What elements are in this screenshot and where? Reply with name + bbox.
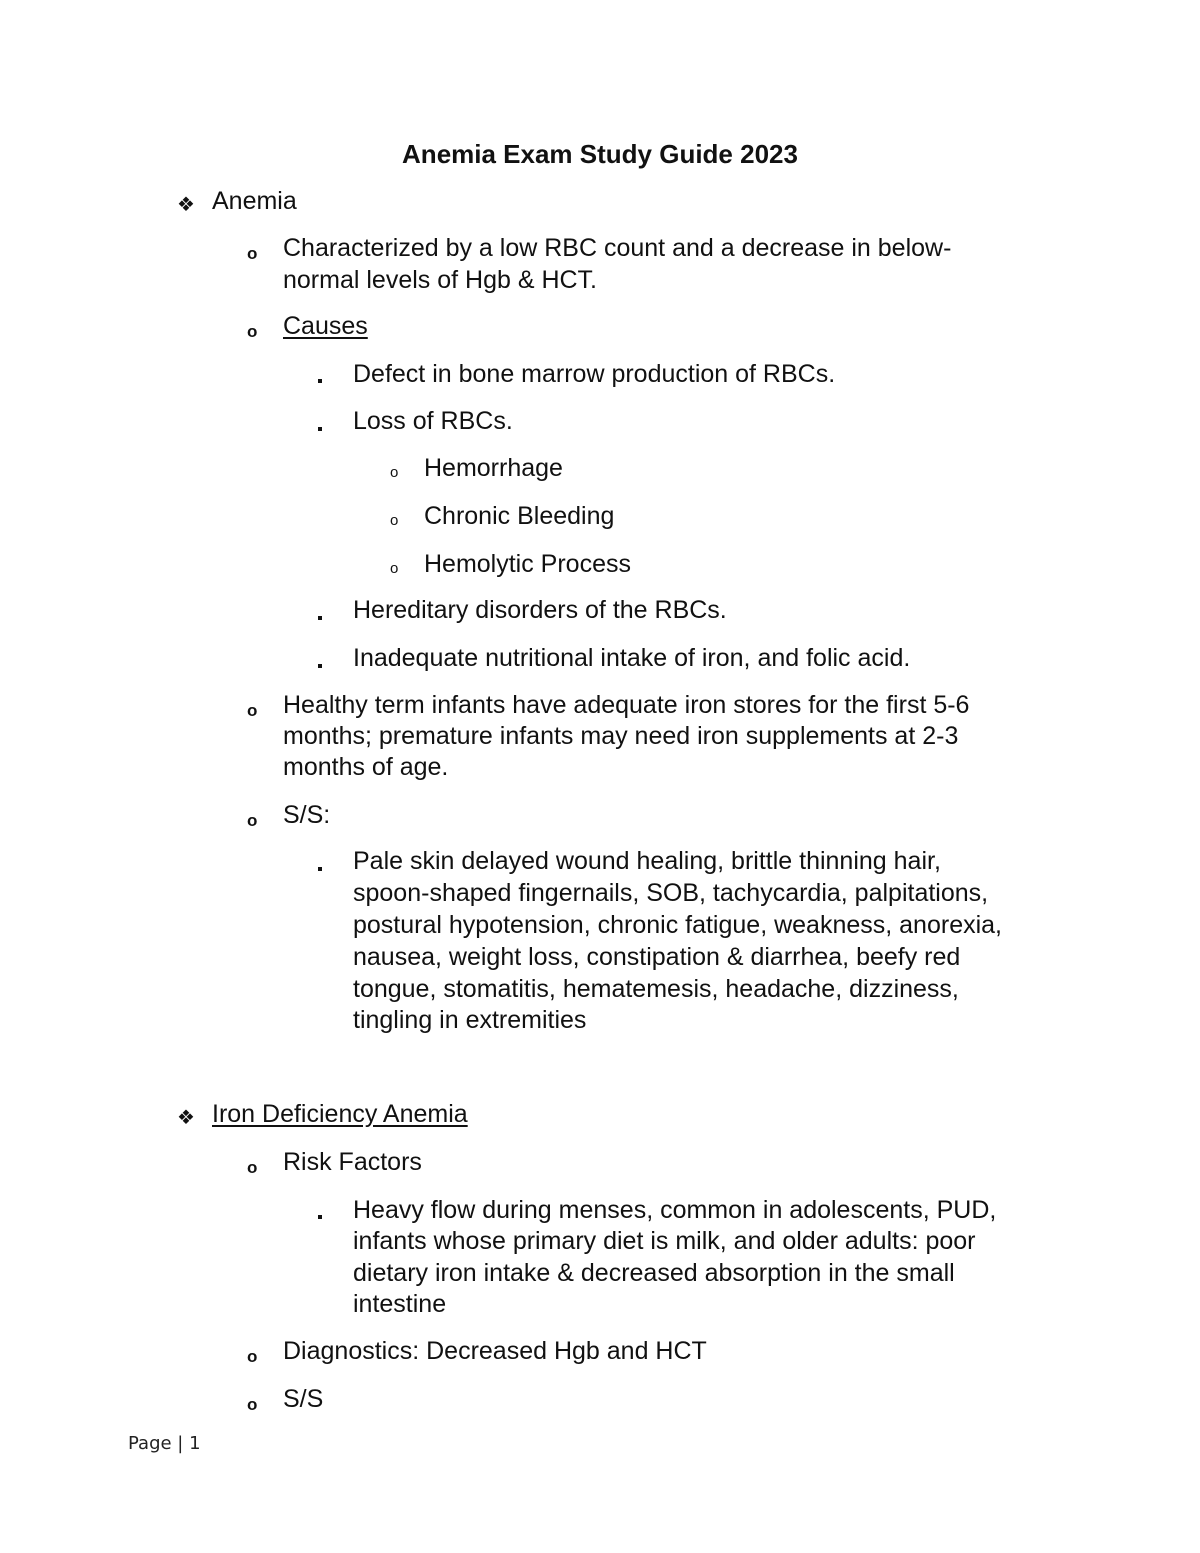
- square-bullet-icon: [318, 645, 322, 676]
- diagnostics: Diagnostics: Decreased Hgb and HCT: [283, 1337, 707, 1365]
- square-bullet-icon: [318, 597, 322, 628]
- risk-line-4: intestine: [353, 1290, 447, 1318]
- risk-line-3: dietary iron intake & decreased absorption in the small: [353, 1259, 955, 1287]
- characterized-line-2: normal levels of Hgb & HCT.: [283, 266, 598, 294]
- characterized-line-1: Characterized by a low RBC count and a decrease in below-: [283, 234, 952, 262]
- square-bullet-icon: [318, 1196, 322, 1227]
- cause-hereditary: Hereditary disorders of the RBCs.: [353, 596, 727, 624]
- circle-bullet-icon: o: [390, 560, 399, 577]
- ss-line-5: tongue, stomatitis, hematemesis, headache, dizziness,: [353, 975, 959, 1003]
- cause-defect: Defect in bone marrow production of RBCs.: [353, 360, 836, 388]
- square-bullet-icon: [318, 408, 322, 439]
- diamond-bullet-icon: ❖: [177, 1107, 195, 1129]
- circle-bullet-icon: o: [247, 1347, 258, 1366]
- page-footer: Page | 1: [128, 1433, 201, 1454]
- circle-bullet-icon: o: [247, 244, 258, 263]
- circle-bullet-icon: o: [247, 811, 258, 830]
- section-heading-iron-deficiency: Iron Deficiency Anemia: [212, 1100, 468, 1128]
- cause-loss: Loss of RBCs.: [353, 407, 513, 435]
- healthy-line-3: months of age.: [283, 753, 449, 781]
- loss-hemolytic: Hemolytic Process: [424, 550, 631, 578]
- circle-bullet-icon: o: [247, 1158, 258, 1177]
- causes-heading: Causes: [283, 312, 368, 340]
- ss-line-1: Pale skin delayed wound healing, brittle thinning hair,: [353, 847, 941, 875]
- loss-hemorrhage: Hemorrhage: [424, 454, 563, 482]
- risk-line-1: Heavy flow during menses, common in adolescents, PUD,: [353, 1196, 997, 1224]
- ss-label: S/S:: [283, 801, 331, 829]
- document-title: Anemia Exam Study Guide 2023: [402, 139, 798, 169]
- ss-line-4: nausea, weight loss, constipation & diarrhea, beefy red: [353, 943, 961, 971]
- healthy-line-2: months; premature infants may need iron supplements at 2-3: [283, 722, 959, 750]
- section-heading-anemia: Anemia: [212, 187, 297, 215]
- risk-line-2: infants whose primary diet is milk, and older adults: poor: [353, 1227, 976, 1255]
- ss-line-6: tingling in extremities: [353, 1006, 587, 1034]
- healthy-line-1: Healthy term infants have adequate iron stores for the first 5-6: [283, 691, 970, 719]
- circle-bullet-icon: o: [247, 701, 258, 720]
- circle-bullet-icon: o: [247, 1395, 258, 1414]
- diamond-bullet-icon: ❖: [177, 194, 195, 216]
- ss-line-2: spoon-shaped fingernails, SOB, tachycardia, palpitations,: [353, 879, 989, 907]
- circle-bullet-icon: o: [247, 322, 258, 341]
- ss-line-3: postural hypotension, chronic fatigue, weakness, anorexia,: [353, 911, 1002, 939]
- cause-inadequate: Inadequate nutritional intake of iron, and folic acid.: [353, 644, 911, 672]
- circle-bullet-icon: o: [390, 512, 399, 529]
- risk-factors-heading: Risk Factors: [283, 1148, 422, 1176]
- ss-label-iron: S/S: [283, 1385, 324, 1413]
- square-bullet-icon: [318, 848, 322, 879]
- loss-chronic-bleeding: Chronic Bleeding: [424, 502, 615, 530]
- circle-bullet-icon: o: [390, 464, 399, 481]
- square-bullet-icon: [318, 360, 322, 391]
